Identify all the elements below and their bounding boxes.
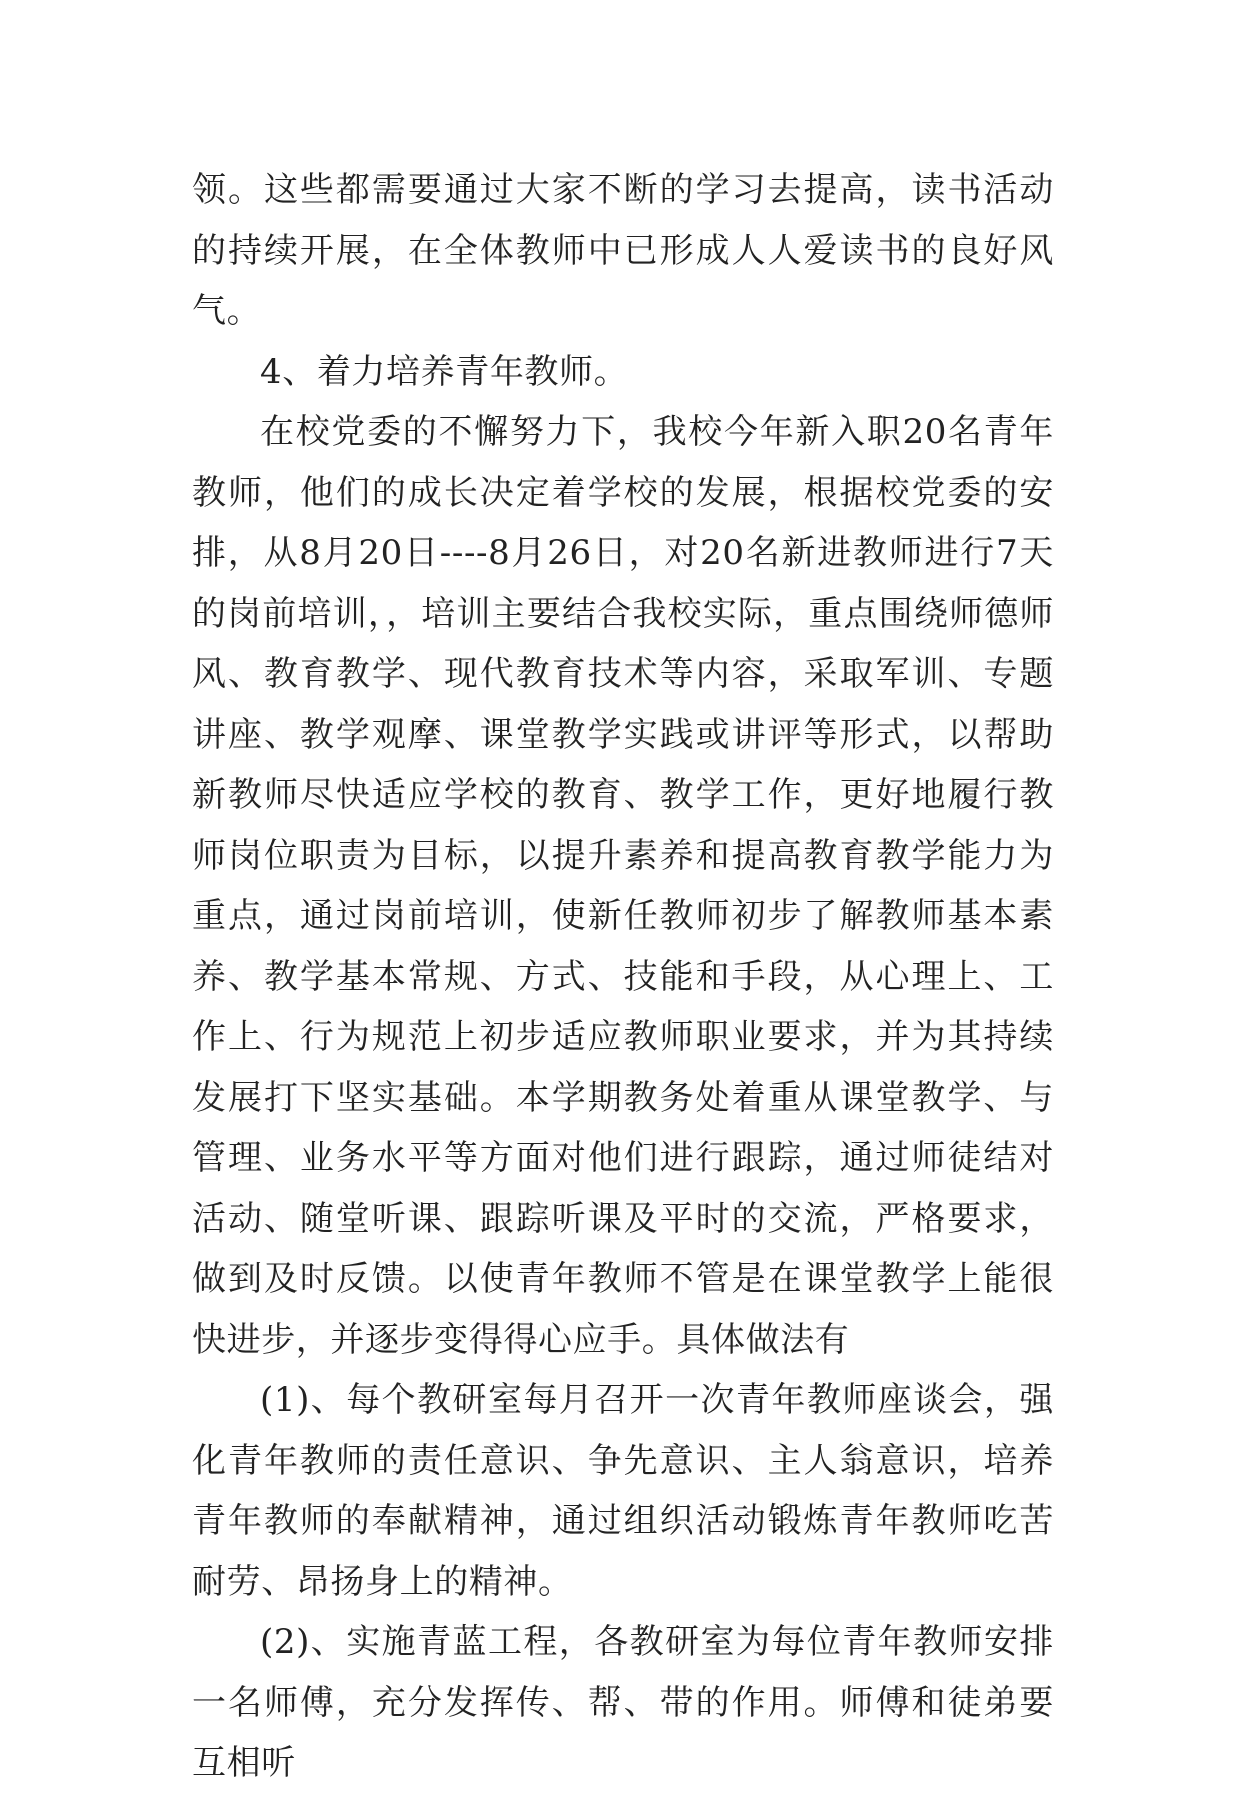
list-item-2: (2)、实施青蓝工程，各教研室为每位青年教师安排一名师傅，充分发挥传、帮、带的作用。师傅和徒弟要互相听: [192, 1622, 1054, 1783]
document-body: [192, 160, 1054, 1794]
list-item-1: (1)、每个教研室每月召开一次青年教师座谈会，强化青年教师的责任意识、争先意识、主人翁意识，培养青年教师的奉献精神，通过组织活动锻炼青年教师吃苦耐劳、昂扬身上的精神。: [192, 1380, 1054, 1602]
section-heading-4: 4、着力培养青年教师。: [260, 351, 629, 392]
paragraph-training: 在校党委的不懈努力下，我校今年新入职20名青年教师，他们的成长决定着学校的发展，根据校党委的安排，从8月20日----8月26日，对20名新进教师进行7天的岗前培训，，培训主要结合我校实际，重点围绕师德师风、教育教学、现代教育技术等内容，采取军训、专题讲座、教学观摩、课堂教学实践或讲评等形式，以帮助新教师尽快适应学校的教育、教学工作，更好地履行教师岗位职责为目标，以提升素养和提高教育教学能力为重点，通过岗前培训，使新任教师初步了解教师基本素养、教学基本常规、方式、技能和手段，从心理上、工作上、行为规范上初步适应教师职业要求，并为其持续发展打下坚实基础。本学期教务处着重从课堂教学、与管理、业务水平等方面对他们进行跟踪，通过师徒结对活动、随堂听课、跟踪听课及平时的交流，严格要求，做到及时反馈。以使青年教师不管是在课堂教学上能很快进步，并逐步变得得心应手。具体做法有: [192, 412, 1054, 1360]
paragraph-continuation: 领。这些都需要通过大家不断的学习去提高，读书活动的持续开展，在全体教师中已形成人人爱读书的良好风气。: [192, 170, 1054, 331]
